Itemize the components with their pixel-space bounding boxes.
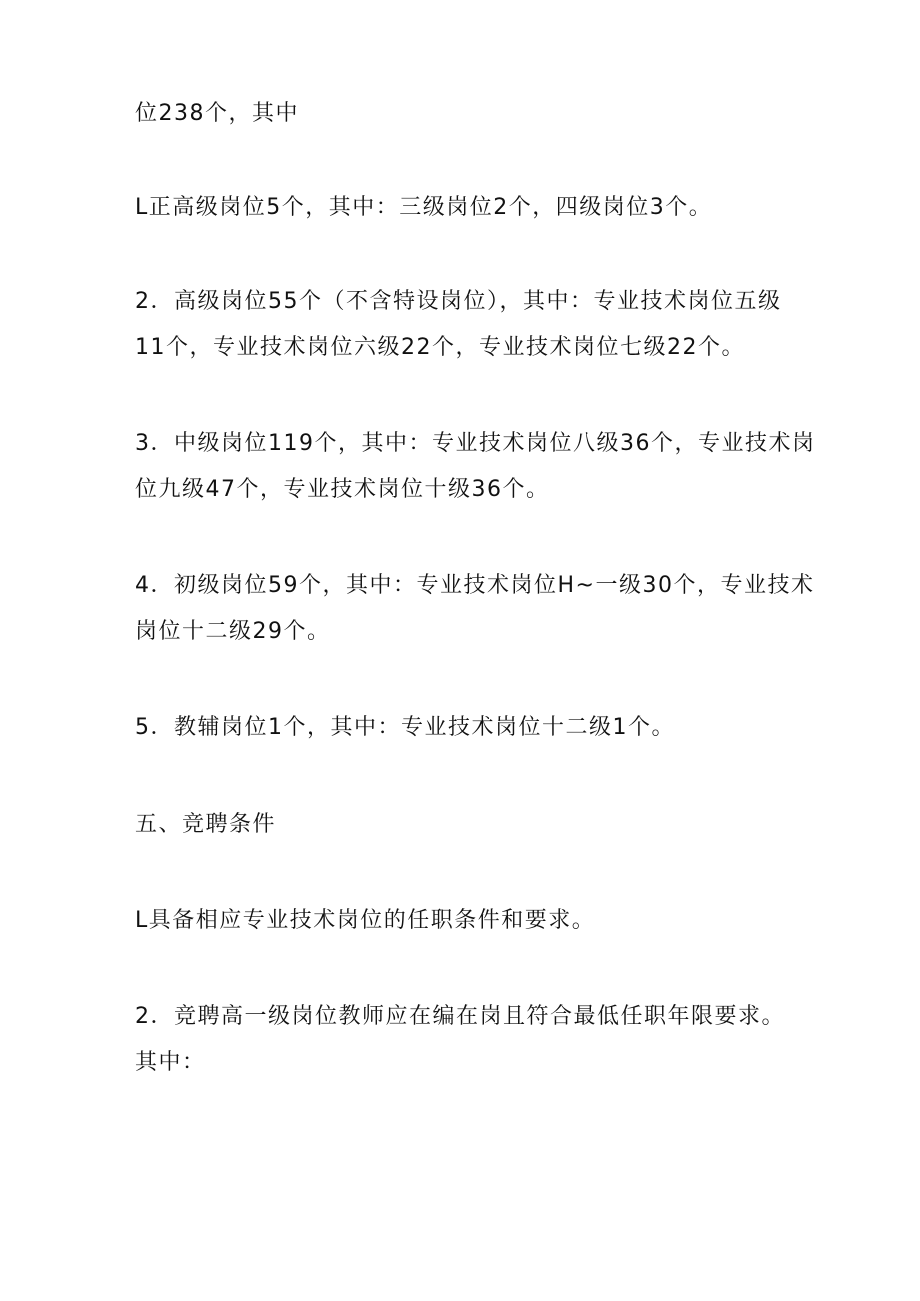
text-line: 位九级47个，专业技术岗位十级36个。 — [135, 477, 550, 502]
paragraph-item-1 — [135, 185, 795, 231]
paragraph-condition-1 — [135, 898, 795, 944]
text-line: 2．竞聘高一级岗位教师应在编在岗且符合最低任职年限要求。 — [135, 1004, 785, 1029]
text-line: 岗位十二级29个。 — [135, 619, 331, 644]
text-line: 4．初级岗位59个，其中：专业技术岗位H~一级30个，专业技术 — [135, 573, 815, 598]
paragraph-item-4 — [135, 563, 815, 655]
paragraph-intro — [135, 91, 795, 137]
section-heading — [135, 802, 795, 848]
text-line: L正高级岗位5个，其中：三级岗位2个，四级岗位3个。 — [135, 195, 713, 220]
paragraph-item-2 — [135, 279, 795, 371]
text-line: 位238个，其中 — [135, 101, 299, 126]
text-line: 2．高级岗位55个（不含特设岗位），其中：专业技术岗位五级 — [135, 289, 782, 314]
text-line: L具备相应专业技术岗位的任职条件和要求。 — [135, 908, 596, 933]
text-line: 11个，专业技术岗位六级22个，专业技术岗位七级22个。 — [135, 335, 745, 360]
paragraph-item-5 — [135, 705, 795, 751]
paragraph-item-3 — [135, 421, 816, 513]
text-line: 其中： — [135, 1050, 206, 1075]
text-line: 5．教辅岗位1个，其中：专业技术岗位十二级1个。 — [135, 715, 675, 740]
text-line: 3．中级岗位119个，其中：专业技术岗位八级36个，专业技术岗 — [135, 431, 816, 456]
paragraph-condition-2 — [135, 994, 795, 1086]
heading-text: 五、竞聘条件 — [135, 812, 277, 837]
